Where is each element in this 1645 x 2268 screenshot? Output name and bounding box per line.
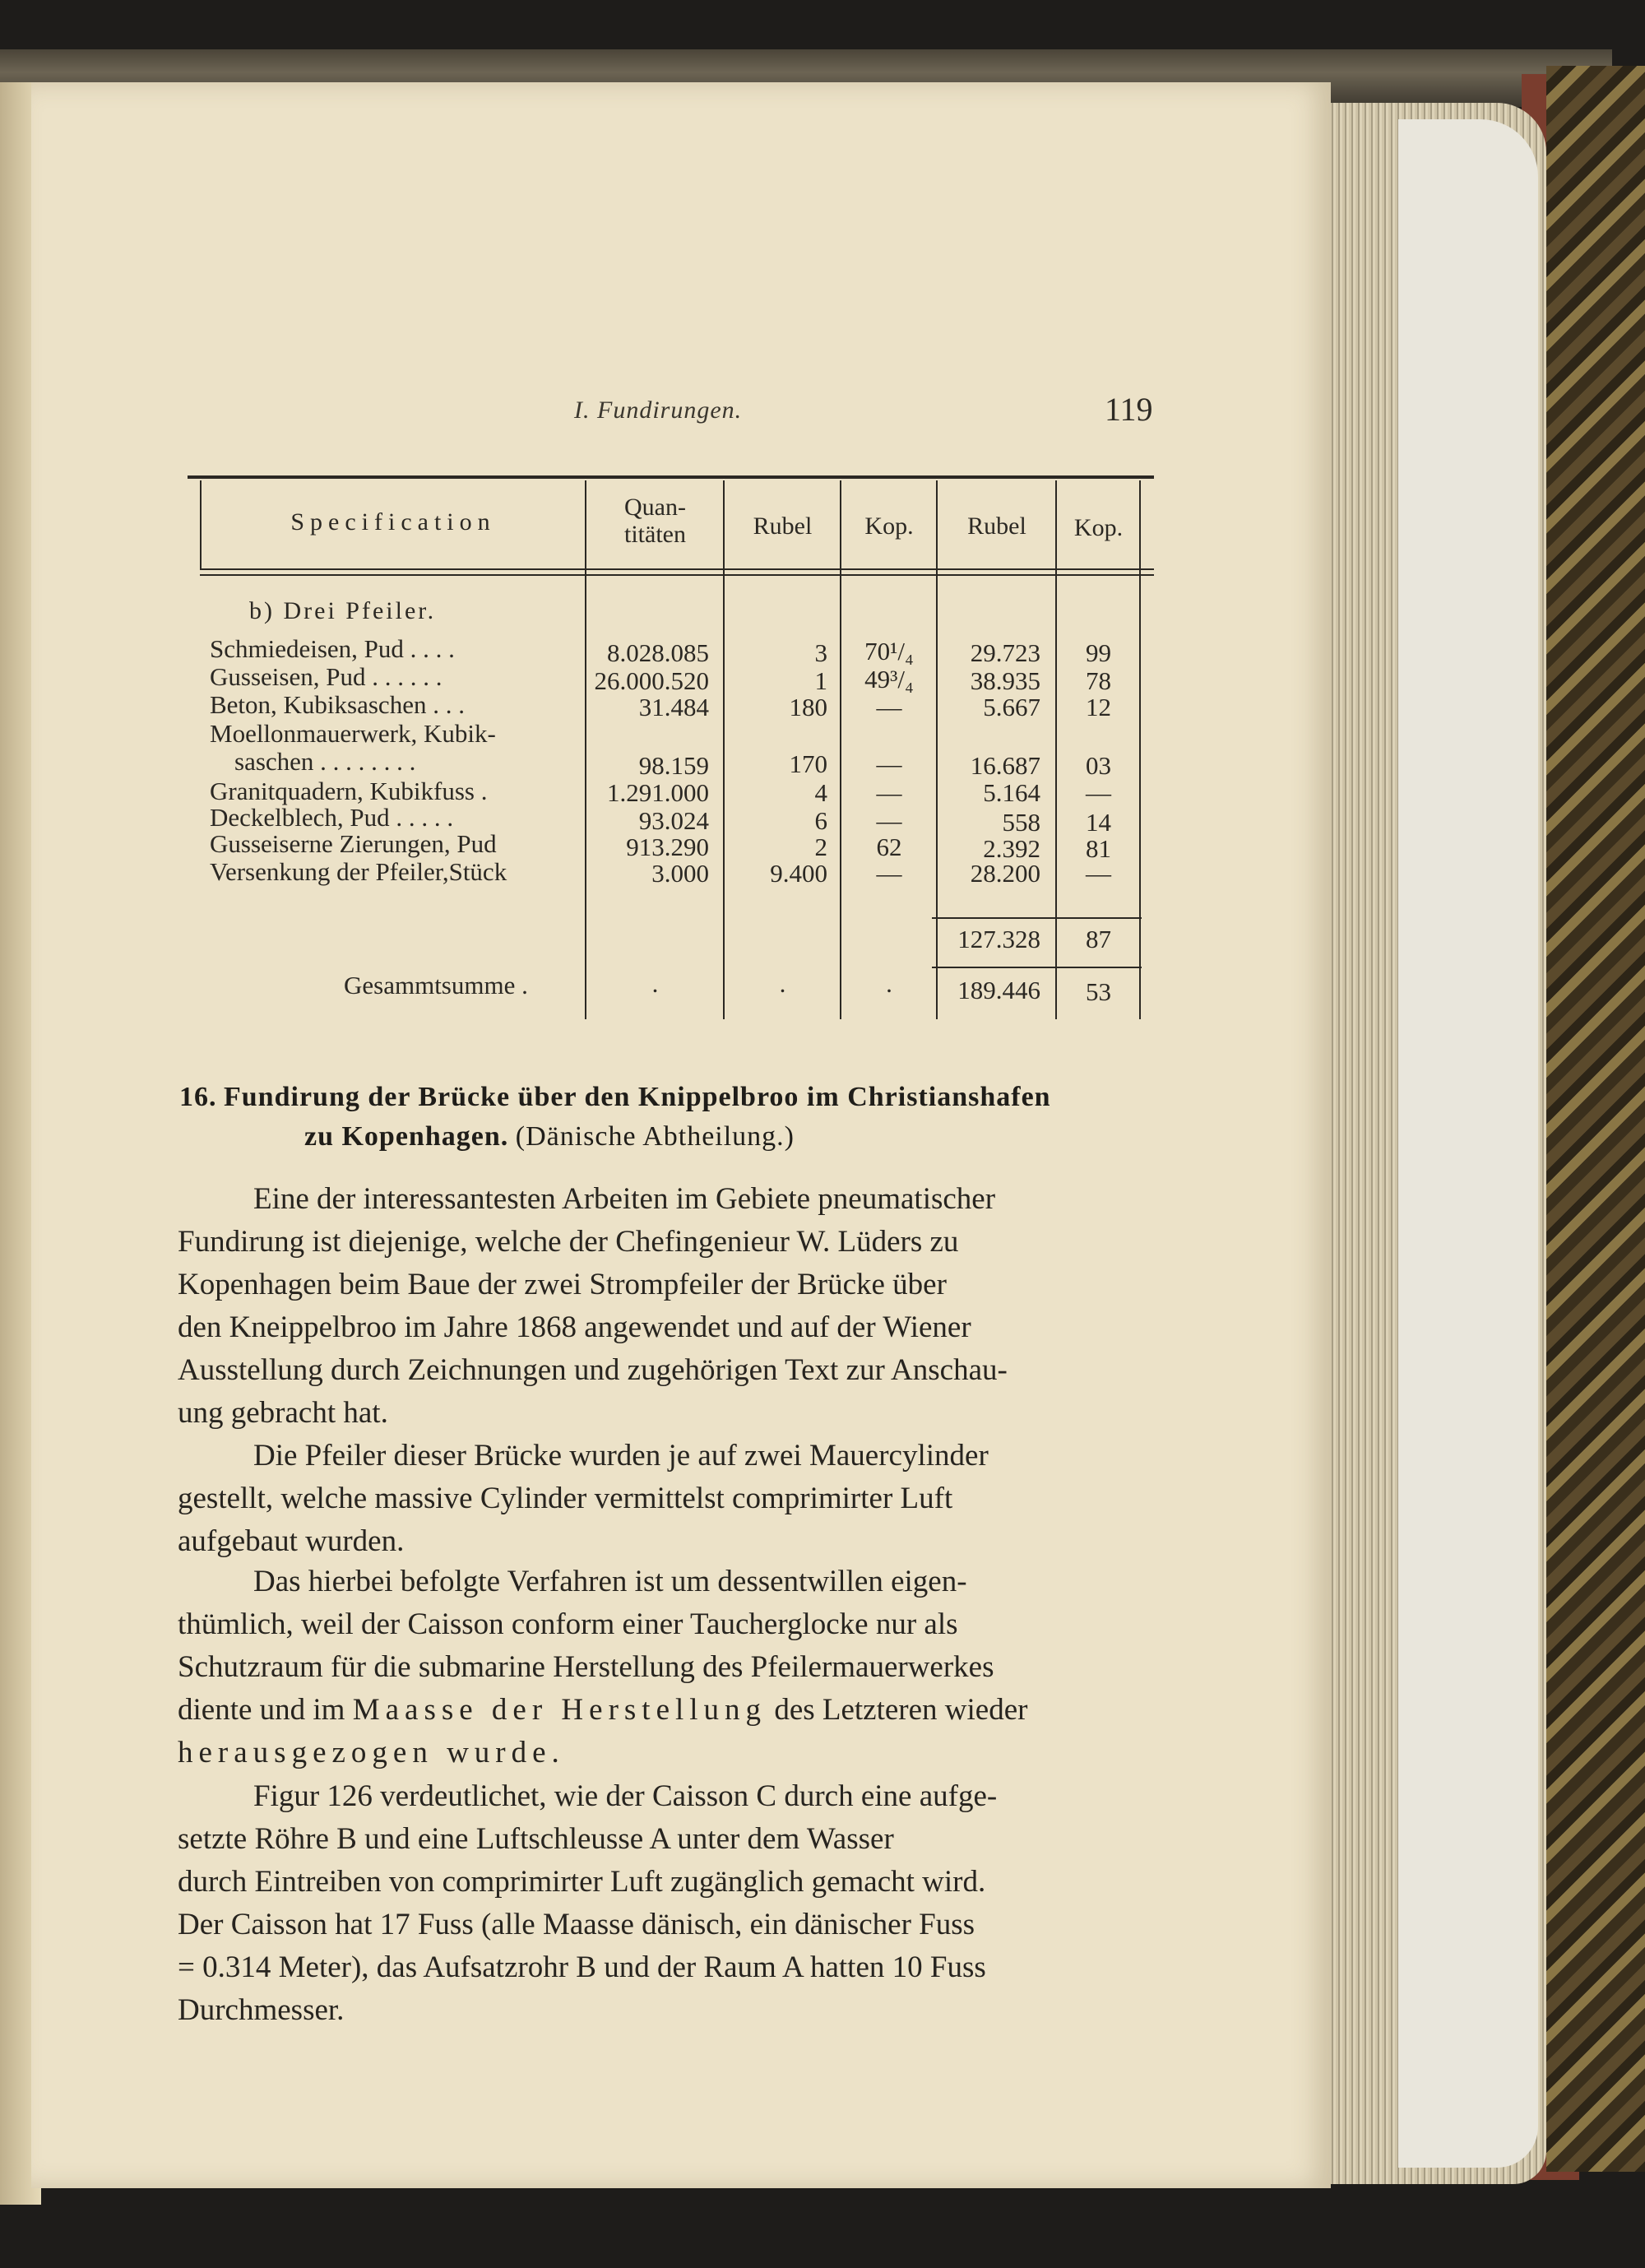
paragraph-2 — [178, 1435, 1148, 1563]
page-stack-inner — [1398, 119, 1538, 2168]
subtotal-kop: 87 — [1086, 925, 1111, 953]
row-kop-total: — — [1086, 859, 1111, 888]
text-line: ung gebracht hat. — [178, 1396, 388, 1430]
spaced-text: Maasse der Herstellung — [352, 1693, 767, 1727]
text-line: durch Eintreiben von comprimirter Luft zugänglich gemacht wird. — [178, 1865, 986, 1899]
col-rule-3 — [840, 480, 841, 1019]
subtotal-rule — [932, 917, 1142, 919]
paragraph-3 — [178, 1561, 1148, 1774]
text-line: Die Pfeiler dieser Brücke wurden je auf zwei Mauercylinder — [253, 1439, 989, 1473]
text-line: Eine der interessantesten Arbeiten im Gebiete pneumatischer — [253, 1182, 996, 1216]
row-rubel: 6 — [814, 806, 827, 835]
total-dot: . — [886, 969, 892, 998]
row-qty: 1.291.000 — [607, 778, 709, 807]
text-line: Fundirung ist diejenige, welche der Chefingenieur W. Lüders zu — [178, 1225, 959, 1259]
subtotal-rubel: 127.328 — [957, 925, 1040, 953]
header-rule — [200, 568, 1154, 570]
text-line: setzte Röhre B und eine Luftschleusse A unter dem Wasser — [178, 1822, 894, 1856]
total-rubel: 189.446 — [957, 976, 1040, 1004]
row-rubel: 3 — [814, 638, 827, 667]
cost-table — [188, 475, 1154, 1035]
text-line: Figur 126 verdeutlichet, wie der Caisson C durch eine aufge- — [253, 1779, 998, 1813]
row-kop: — — [876, 806, 902, 835]
row-qty: 93.024 — [638, 806, 709, 835]
row-rubel-total: 29.723 — [970, 638, 1040, 667]
text-line: Durchmesser. — [178, 1993, 345, 2027]
row-kop-total: 99 — [1086, 638, 1111, 667]
row-spec: Deckelblech, Pud . . . . . — [210, 803, 454, 832]
running-head: I. Fundirungen. — [574, 397, 743, 424]
header-kop-total: Kop. — [1073, 514, 1124, 541]
header-kop: Kop. — [864, 513, 914, 540]
row-qty: 3.000 — [651, 859, 709, 888]
row-rubel-total: 38.935 — [970, 666, 1040, 695]
section-title-line2: zu Kopenhagen. — [304, 1120, 509, 1152]
section-number: 16. — [179, 1082, 217, 1112]
text-line: aufgebaut wurden. — [178, 1524, 405, 1558]
row-rubel: 1 — [814, 666, 827, 695]
text-line: Das hierbei befolgte Verfahren ist um dessentwillen eigen- — [253, 1565, 967, 1598]
text-line: Kopenhagen beim Baue der zwei Strompfeiler der Brücke über — [178, 1268, 947, 1301]
header-rule-double — [200, 574, 1154, 576]
row-kop-total: 81 — [1086, 834, 1111, 863]
row-spec: Versenkung der Pfeiler,Stück — [210, 857, 507, 886]
row-kop: — — [876, 859, 902, 888]
section-note: (Dänische Abtheilung.) — [515, 1120, 795, 1152]
row-qty: 26.000.520 — [594, 666, 709, 695]
text-line: Schutzraum für die submarine Herstellung des Pfeilermauerwerkes — [178, 1650, 994, 1684]
row-rubel-total: 16.687 — [970, 751, 1040, 780]
book-page — [31, 82, 1331, 2188]
row-spec: Beton, Kubiksaschen . . . — [210, 690, 465, 719]
book-cover-marbled — [1546, 66, 1645, 2172]
page-number: 119 — [1105, 391, 1153, 428]
col-rule-6 — [1139, 480, 1141, 1019]
row-rubel-total: 5.667 — [983, 693, 1040, 721]
row-kop-total: — — [1086, 778, 1111, 807]
text-line: den Kneippelbroo im Jahre 1868 angewendet und auf der Wiener — [178, 1310, 971, 1344]
row-qty: 913.290 — [626, 833, 709, 861]
total-label: Gesammtsumme . — [344, 971, 528, 999]
row-rubel: 2 — [814, 833, 827, 861]
section-title-line1: Fundirung der Brücke über den Knippelbroo im Christianshafen — [224, 1082, 1051, 1112]
row-kop: — — [876, 749, 902, 778]
row-spec: Schmiedeisen, Pud . . . . — [210, 634, 455, 663]
col-rule-5 — [1055, 480, 1057, 1019]
text-line: Ausstellung durch Zeichnungen und zugehörigen Text zur Anschau- — [178, 1353, 1008, 1387]
row-kop: — — [876, 693, 902, 721]
table-top-rule — [188, 475, 1154, 479]
row-spec: Gusseisen, Pud . . . . . . — [210, 662, 443, 691]
row-spec: Gusseiserne Zierungen, Pud — [210, 829, 497, 858]
row-qty: 98.159 — [638, 751, 709, 780]
row-rubel: 180 — [789, 693, 827, 721]
row-kop-total: 14 — [1086, 808, 1111, 837]
text-line: Der Caisson hat 17 Fuss (alle Maasse dänisch, ein dänischer Fuss — [178, 1908, 975, 1941]
text-fragment: diente und im — [178, 1693, 353, 1727]
col-rule-1 — [585, 480, 586, 1019]
row-spec: saschen . . . . . . . . — [234, 747, 416, 776]
text-line: gestellt, welche massive Cylinder vermittelst comprimirter Luft — [178, 1482, 953, 1515]
text-line — [178, 1689, 1148, 1732]
row-rubel-total: 2.392 — [983, 834, 1040, 863]
row-kop-total: 12 — [1086, 693, 1111, 721]
text-line: = 0.314 Meter), das Aufsatzrohr B und der Raum A hatten 10 Fuss — [178, 1950, 986, 1984]
header-specification: Specification — [290, 508, 496, 536]
text-line: thümlich, weil der Caisson conform einer Taucherglocke nur als — [178, 1607, 958, 1641]
row-kop-total: 78 — [1086, 666, 1111, 695]
row-kop: 49³/₄ — [864, 665, 914, 693]
section-heading — [179, 1078, 1158, 1156]
header-rubel-total: Rubel — [967, 513, 1026, 540]
row-qty: 8.028.085 — [607, 638, 709, 667]
row-rubel-total: 28.200 — [970, 859, 1040, 888]
total-dot: . — [651, 969, 659, 998]
col-rule-4 — [936, 480, 938, 1019]
total-rule — [932, 967, 1142, 968]
group-title: b) Drei Pfeiler. — [249, 597, 437, 624]
total-dot: . — [779, 969, 786, 998]
paragraph-1 — [178, 1178, 1148, 1435]
row-kop: 62 — [876, 833, 902, 861]
row-rubel: 9.400 — [770, 859, 827, 888]
row-rubel-total: 558 — [1002, 808, 1040, 837]
row-kop: 70¹/₄ — [864, 637, 914, 666]
row-kop-total: 03 — [1086, 751, 1111, 780]
row-rubel: 170 — [789, 749, 827, 778]
header-rubel: Rubel — [753, 513, 813, 540]
row-rubel: 4 — [814, 778, 827, 807]
row-rubel-total: 5.164 — [983, 778, 1040, 807]
total-kop: 53 — [1086, 977, 1111, 1006]
spaced-text: herausgezogen wurde. — [178, 1736, 565, 1769]
row-qty: 31.484 — [638, 693, 709, 721]
row-kop: — — [876, 778, 902, 807]
col-rule-0 — [200, 480, 202, 569]
col-rule-2 — [723, 480, 725, 1019]
row-spec: Moellonmauerwerk, Kubik- — [210, 719, 496, 748]
header-quantitaeten: Quan- titäten — [624, 494, 686, 548]
row-spec: Granitquadern, Kubikfuss . — [210, 777, 488, 805]
paragraph-4 — [178, 1775, 1148, 2032]
text-fragment: des Letzteren wieder — [767, 1693, 1028, 1727]
